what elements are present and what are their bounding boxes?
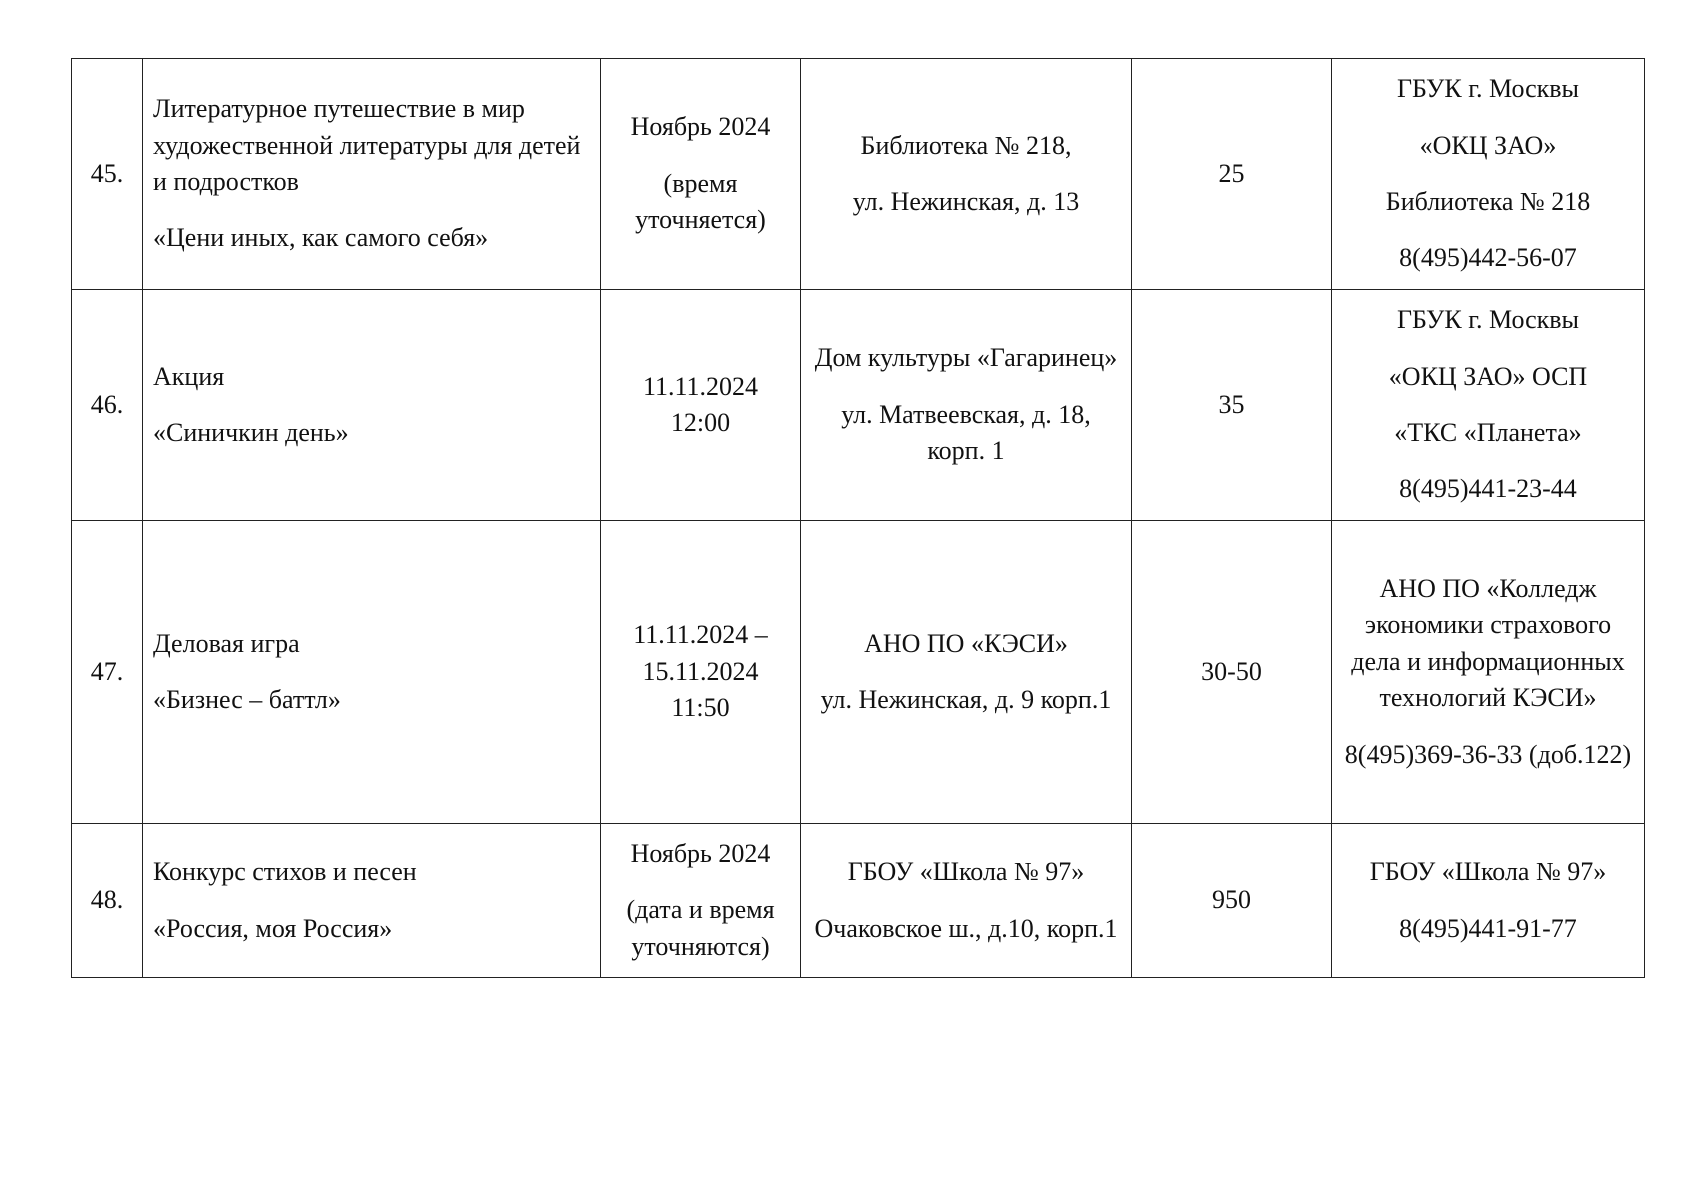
venue-name: Дом культуры «Гагаринец» <box>814 343 1118 373</box>
row-number-cell: 45. <box>72 59 143 290</box>
event-title: Деловая игра <box>153 628 300 658</box>
organizer-cell <box>1332 824 1645 978</box>
event-date: Ноябрь 2024 <box>630 112 771 142</box>
row-number-cell: 46. <box>72 290 143 521</box>
event-place-cell <box>801 521 1132 824</box>
organizer-phone: 8(495)369-36-33 (доб.122) <box>1344 739 1632 769</box>
organizer-phone: 8(495)442-56-07 <box>1399 243 1577 273</box>
venue-address: Очаковское ш., д.10, корп.1 <box>814 913 1118 943</box>
event-place-cell <box>801 290 1132 521</box>
event-name: «Синичкин день» <box>153 418 349 447</box>
organizer-cell <box>1332 521 1645 824</box>
organizer-line: ГБУК г. Москвы <box>1396 305 1580 335</box>
event-title-cell <box>143 824 601 978</box>
organizer-line: «ОКЦ ЗАО» ОСП <box>1388 361 1588 391</box>
event-title-cell <box>143 59 601 290</box>
event-date: 11.11.2024 – 15.11.2024 11:50 <box>633 620 768 723</box>
event-time-note: (время уточняется) <box>635 168 766 235</box>
organizer-cell <box>1332 290 1645 521</box>
event-date-cell <box>601 824 801 978</box>
participants-cell: 30-50 <box>1132 521 1332 824</box>
organizer-line: «ОКЦ ЗАО» <box>1419 130 1557 160</box>
organizer-cell <box>1332 59 1645 290</box>
row-number-cell: 47. <box>72 521 143 824</box>
event-date-cell <box>601 290 801 521</box>
organizer-line: «ТКС «Планета» <box>1394 418 1582 447</box>
event-date: 11.11.2024 12:00 <box>642 371 759 437</box>
organizer-line: ГБОУ «Школа № 97» <box>1369 857 1607 887</box>
event-place-cell <box>801 59 1132 290</box>
event-date: Ноябрь 2024 <box>630 838 771 868</box>
organizer-line: Библиотека № 218 <box>1385 187 1591 216</box>
event-title-cell <box>143 290 601 521</box>
organizer-line: АНО ПО «Колледж экономики страхового дела и информационных технологий КЭСИ» <box>1351 574 1625 713</box>
event-title: Конкурс стихов и песен <box>153 857 417 887</box>
table-row <box>72 521 1645 824</box>
event-date-cell <box>601 521 801 824</box>
venue-name: ГБОУ «Школа № 97» <box>847 857 1085 887</box>
event-name: «Россия, моя Россия» <box>153 913 393 943</box>
venue-address: ул. Матвеевская, д. 18, корп. 1 <box>841 399 1091 466</box>
table-row <box>72 59 1645 290</box>
events-table <box>71 58 1645 978</box>
participants-cell: 950 <box>1132 824 1332 978</box>
event-title: Литературное путешествие в мир художественной литературы для детей и подростков <box>153 94 581 196</box>
organizer-phone: 8(495)441-91-77 <box>1399 913 1577 943</box>
row-number-cell: 48. <box>72 824 143 978</box>
venue-address: ул. Нежинская, д. 9 корп.1 <box>820 685 1112 714</box>
event-place-cell <box>801 824 1132 978</box>
participants-cell: 35 <box>1132 290 1332 521</box>
organizer-line: ГБУК г. Москвы <box>1396 74 1580 104</box>
venue-name: Библиотека № 218, <box>860 130 1072 160</box>
event-name: «Бизнес – баттл» <box>153 685 341 714</box>
participants-cell: 25 <box>1132 59 1332 290</box>
event-time-note: (дата и время уточняются) <box>626 895 775 961</box>
organizer-phone: 8(495)441-23-44 <box>1399 474 1577 504</box>
table-row <box>72 824 1645 978</box>
event-title: Акция <box>153 361 225 391</box>
table-row <box>72 290 1645 521</box>
venue-address: ул. Нежинская, д. 13 <box>852 187 1080 216</box>
event-name: «Цени иных, как самого себя» <box>153 223 489 253</box>
event-title-cell <box>143 521 601 824</box>
venue-name: АНО ПО «КЭСИ» <box>864 628 1068 658</box>
event-date-cell <box>601 59 801 290</box>
